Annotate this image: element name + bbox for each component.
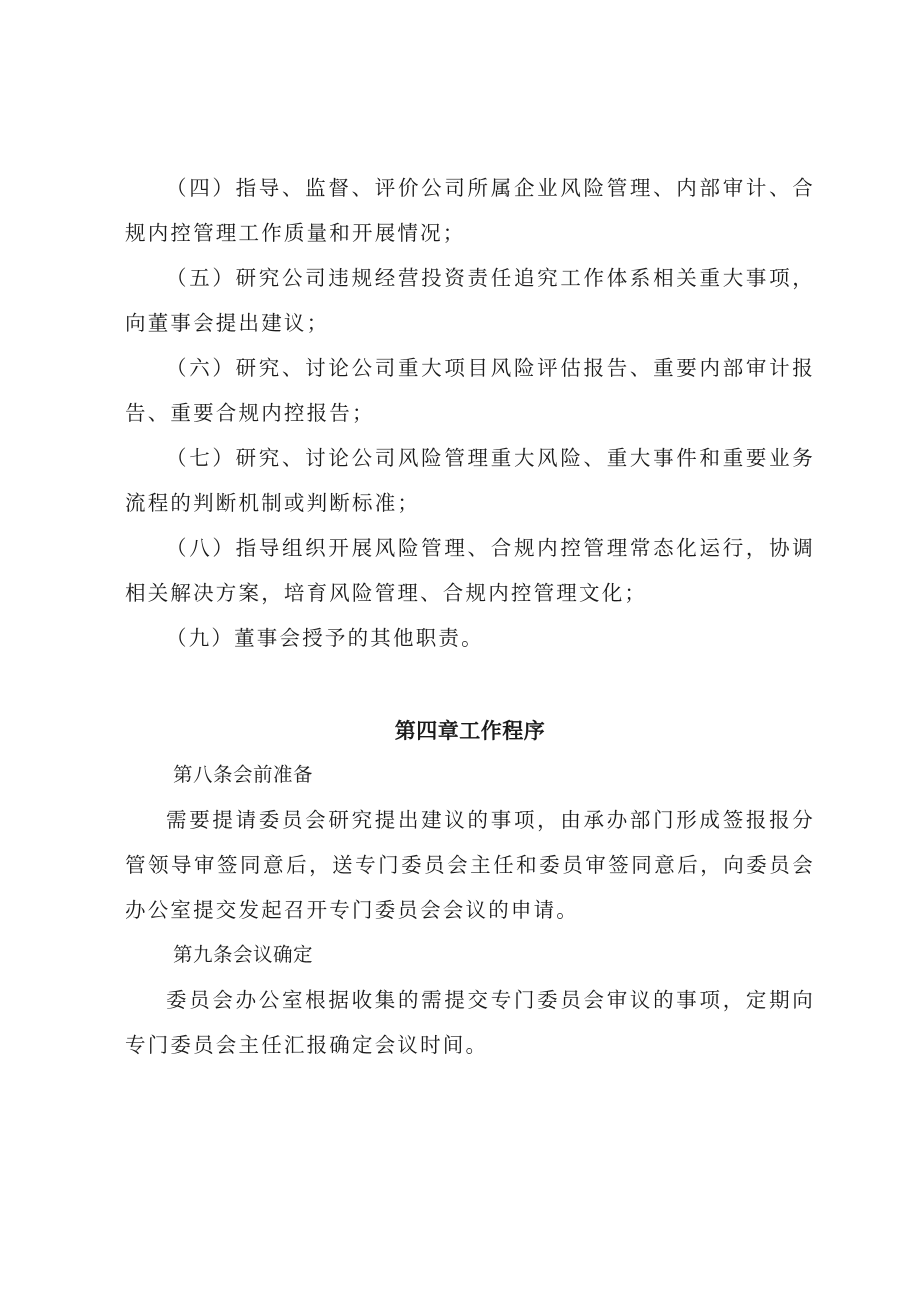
- duty-item-8: （八）指导组织开展风险管理、合规内控管理常态化运行，协调相关解决方案，培育风险管理、合规内控管理文化；: [125, 536, 815, 605]
- article-9-title: 第九条会议确定: [173, 943, 314, 966]
- duty-item-6: （六）研究、讨论公司重大项目风险评估报告、重要内部审计报告、重要合规内控报告；: [125, 356, 815, 425]
- chapter-title: 第四章工作程序: [394, 719, 546, 743]
- duty-item-7: （七）研究、讨论公司风险管理重大风险、重大事件和重要业务流程的判断机制或判断标准；: [125, 446, 815, 515]
- article-8-title: 第八条会前准备: [173, 763, 314, 786]
- article-9-body: 委员会办公室根据收集的需提交专门委员会审议的事项，定期向专门委员会主任汇报确定会议时间。: [125, 988, 815, 1057]
- duty-item-5: （五）研究公司违规经营投资责任追究工作体系相关重大事项，向董事会提出建议；: [125, 266, 815, 335]
- duty-item-9: （九）董事会授予的其他职责。: [166, 626, 484, 650]
- duty-item-4: （四）指导、监督、评价公司所属企业风险管理、内部审计、合规内控管理工作质量和开展情况；: [125, 176, 815, 245]
- article-8-body: 需要提请委员会研究提出建议的事项，由承办部门形成签报报分管领导审签同意后，送专门委员会主任和委员审签同意后，向委员会办公室提交发起召开专门委员会会议的申请。: [125, 808, 815, 922]
